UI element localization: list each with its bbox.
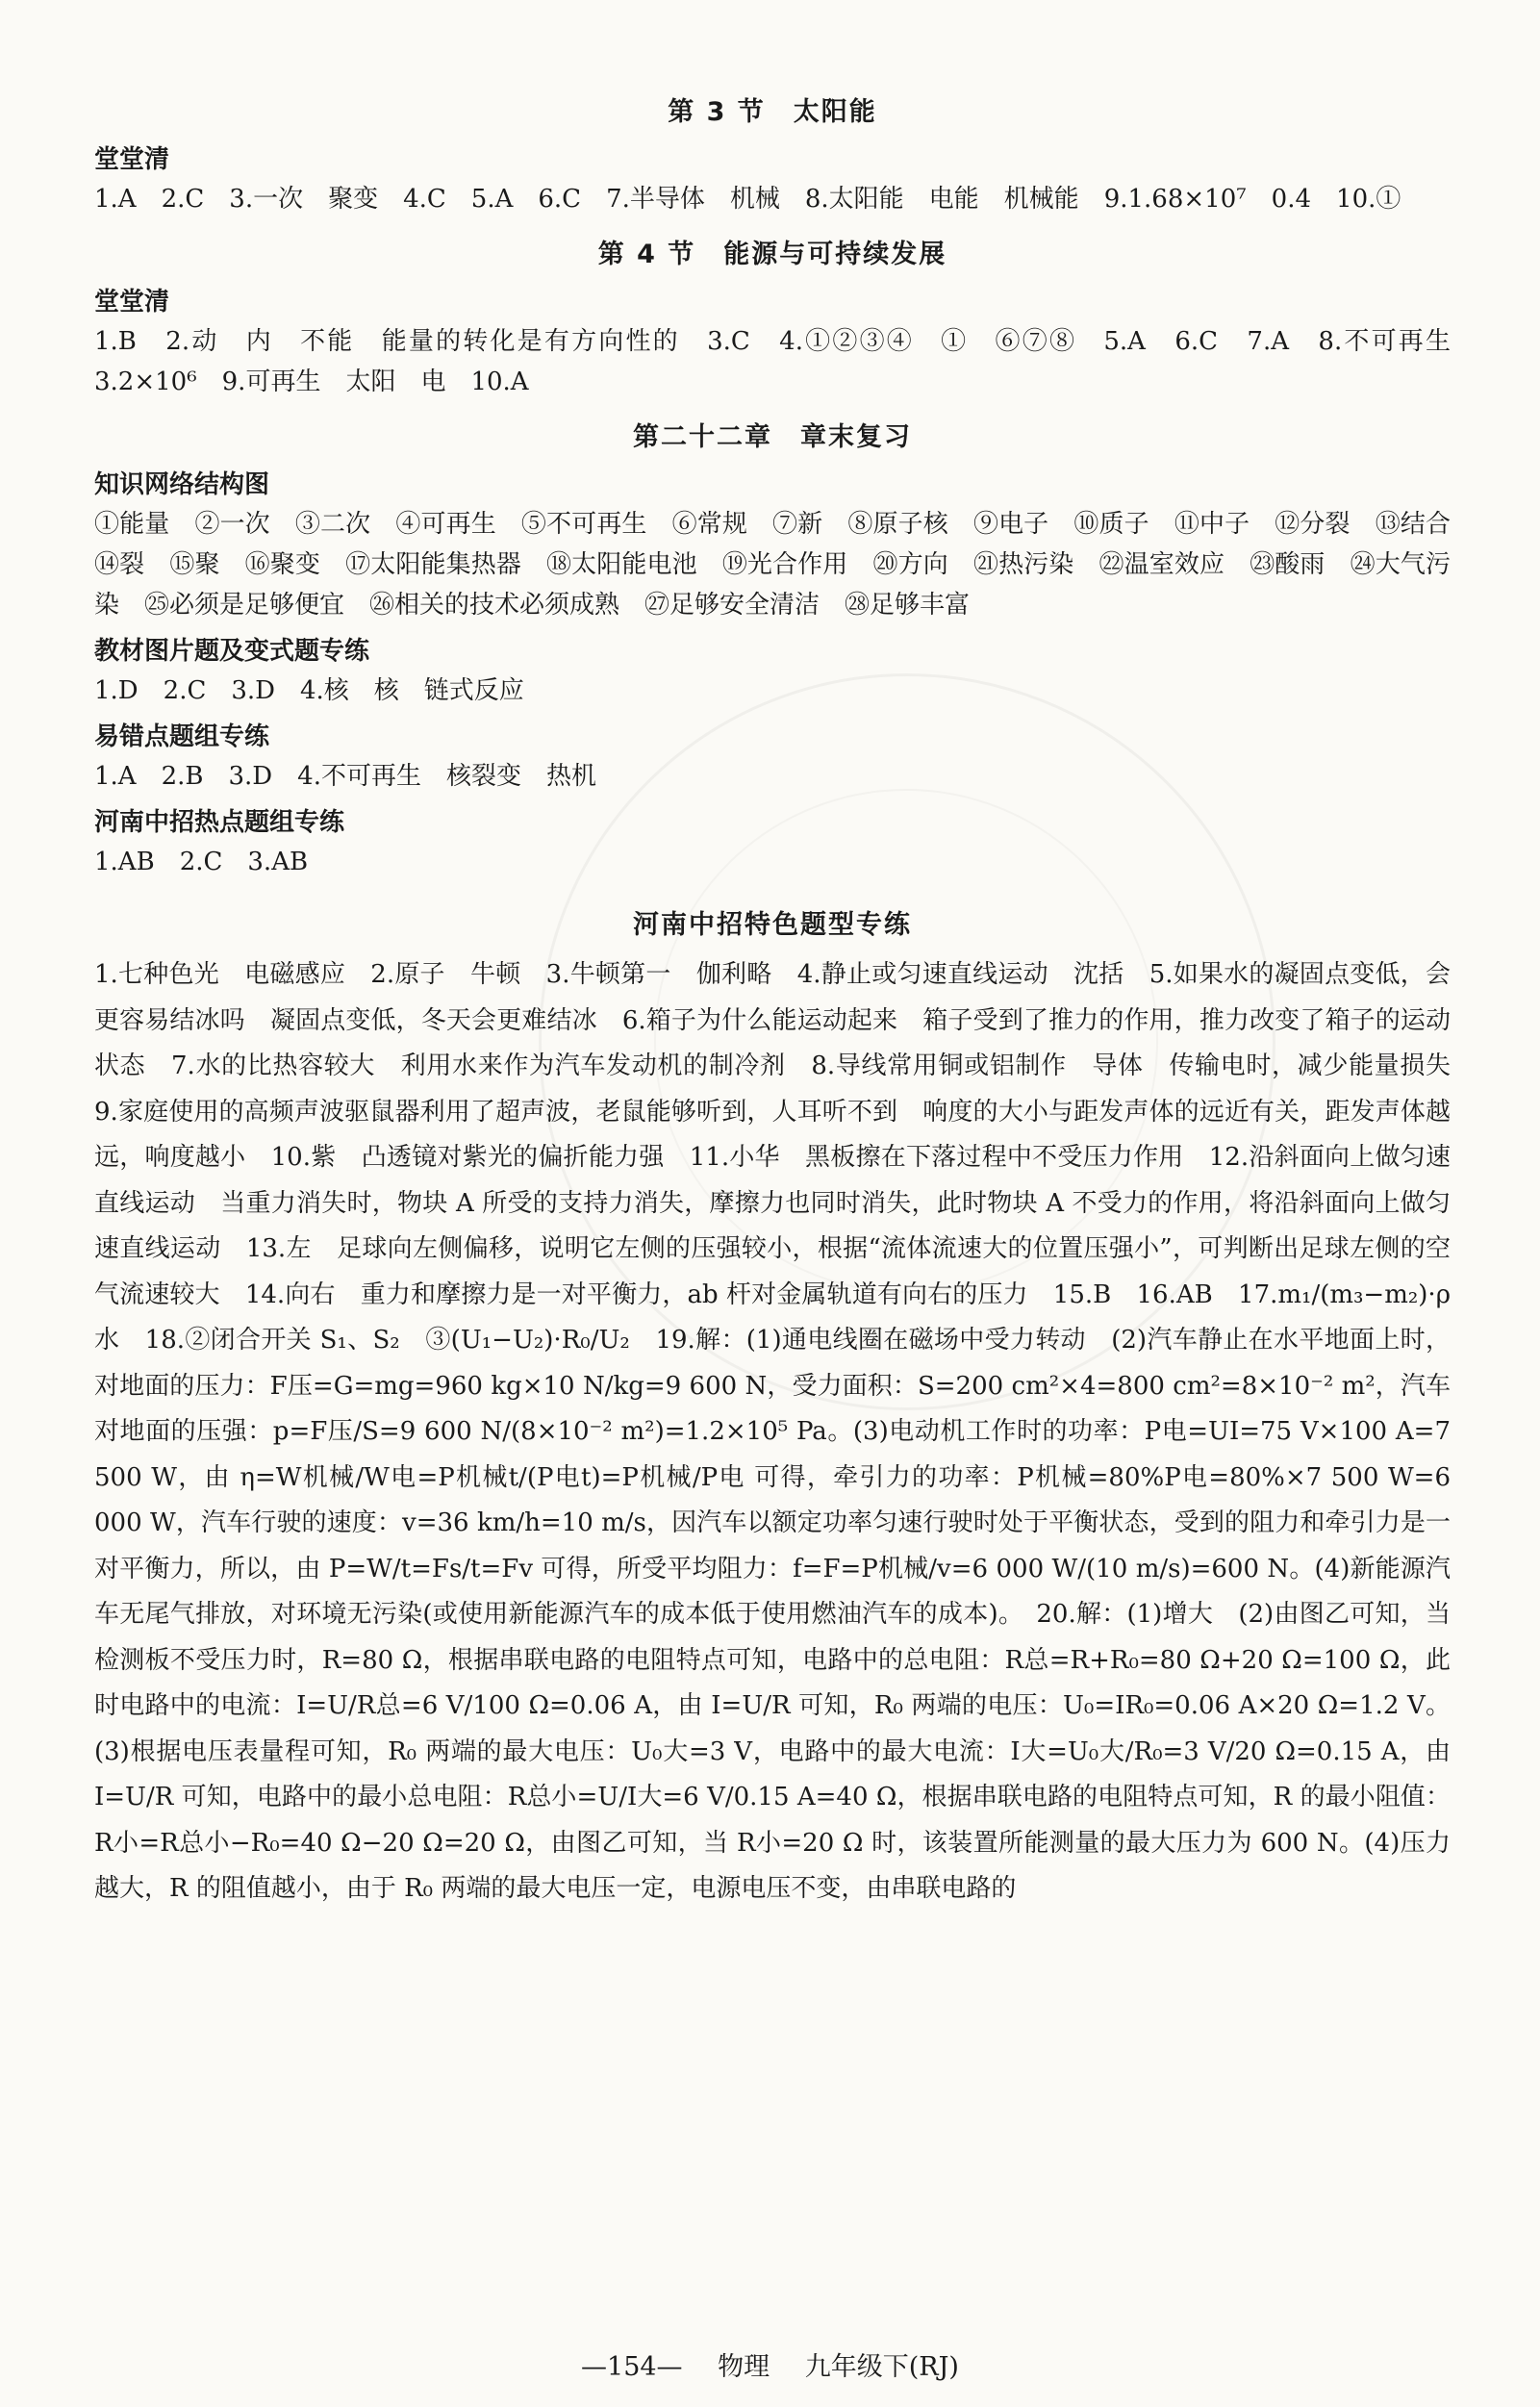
sub-heading: 堂堂清	[94, 288, 170, 317]
subject: 物理	[718, 2352, 770, 2382]
page-footer	[0, 2345, 1540, 2383]
section-4	[94, 233, 1477, 402]
answer-text: 1.AB 2.C 3.AB	[94, 848, 309, 876]
sub-heading: 堂堂清	[94, 145, 170, 174]
answer-text: 1.七种色光 电磁感应 2.原子 牛顿 3.牛顿第一 伽利略 4.静止或匀速直线运动 沈括 5.如果水的凝固点变低，会更容易结冰吗 凝固点变低，冬天会更难结冰 6.箱子为什么能运动起来 箱子受到了推力的作用，推力改变了箱子的运动状态 7.水的比热容较大 利用水来作为汽车发动机的制冷剂 8.导线常用铜或铝制作 导体 传输电时，减少能量损失 9.家庭使用的高频声波驱鼠器利用了超声波，老鼠能够听到，人耳听不到 响度的大小与距发声体的远近有关，距发声体越远，响度越小 10.紫 凸透镜对紫光的偏折能力强 11.小华 黑板擦在下落过程中不受压力作用 12.沿斜面向上做匀速直线运动 当重力消失时，物块 A 所受的支持力消失，摩擦力也同时消失，此时物块 A 不受力的作用，将沿斜面向上做匀速直线运动 13.左 足球向左侧偏移，说明它左侧的压强较小，根据“流体流速大的位置压强小”，可判断出足球左侧的空气流速较大 14.向右 重力和摩擦力是一对平衡力，ab 杆对金属轨道有向右的压力 15.B 16.AB 17.m₁/(m₃−m₂)·ρ水 18.②闭合开关 S₁、S₂ ③(U₁−U₂)·R₀/U₂ 19.解：(1)通电线圈在磁场中受力转动 (2)汽车静止在水平地面上时，对地面的压力：F压=G=mg=960 kg×10 N/kg=9 600 N，受力面积：S=200 cm²×4=800 cm²=8×10⁻² m²，汽车对地面的压强：p=F压/S=9 600 N/(8×10⁻² m²)=1.2×10⁵ Pa。(3)电动机工作时的功率：P电=UI=75 V×100 A=7 500 W，由 η=W机械/W电=P机械t/(P电t)=P机械/P电 可得，牵引力的功率：P机械=80%P电=80%×7 500 W=6 000 W，汽车行驶的速度：v=36 km/h=10 m/s，因汽车以额定功率匀速行驶时处于平衡状态，受到的阻力和牵引力是一对平衡力，所以，由 P=W/t=Fs/t=Fv 可得，所受平均阻力：f=F=P机械/v=6 000 W/(10 m/s)=600 N。(4)新能源汽车无尾气排放，对环境无污染(或使用新能源汽车的成本低于使用燃油汽车的成本)。 20.解：(1)增大 (2)由图乙可知，当检测板不受压力时，R=80 Ω，根据串联电路的电阻特点可知，电路中的总电阻：R总=R+R₀=80 Ω+20 Ω=100 Ω，此时电路中的电流：I=U/R总=6 V/100 Ω=0.06 A，由 I=U/R 可知，R₀ 两端的电压：U₀=IR₀=0.06 A×20 Ω=1.2 V。(3)根据电压表量程可知，R₀ 两端的最大电压：U₀大=3 V，电路中的最大电流：I大=U₀大/R₀=3 V/20 Ω=0.15 A，由 I=U/R 可知，电路中的最小总电阻：R总小=U/I大=6 V/0.15 A=40 Ω，根据串联电路的电阻特点可知，R 的最小阻值：R小=R总小−R₀=40 Ω−20 Ω=20 Ω，由图乙可知，当 R小=20 Ω 时，该装置所能测量的最大压力为 600 N。(4)压力越大，R 的阻值越小，由于 R₀ 两端的最大电压一定，电源电压不变，由串联电路的	[94, 960, 1477, 1903]
answer-text: 1.D 2.C 3.D 4.核 核 链式反应	[94, 676, 524, 705]
answer-page	[94, 77, 1477, 1913]
section-title: 第 4 节 能源与可持续发展	[597, 240, 947, 269]
section-title: 河南中招特色题型专练	[633, 910, 912, 940]
section-title: 第 3 节 太阳能	[668, 97, 877, 127]
grade: 九年级下(RJ)	[804, 2352, 959, 2382]
special-section	[94, 903, 1477, 1913]
sub-heading: 易错点题组专练	[94, 722, 270, 751]
page-number: —154—	[581, 2352, 683, 2382]
sub-heading: 河南中招热点题组专练	[94, 808, 345, 837]
answer-text: 1.B 2.动 内 不能 能量的转化是有方向性的 3.C 4.①②③④ ① ⑥⑦⑧ 5.A 6.C 7.A 8.不可再生 3.2×10⁶ 9.可再生 太阳 电 10.A	[94, 327, 1477, 396]
sub-heading: 教材图片题及变式题专练	[94, 637, 370, 666]
sub-heading: 知识网络结构图	[94, 470, 270, 499]
section-3	[94, 90, 1451, 219]
section-title: 第二十二章 章末复习	[633, 422, 912, 452]
answer-text: ①能量 ②一次 ③二次 ④可再生 ⑤不可再生 ⑥常规 ⑦新 ⑧原子核 ⑨电子 ⑩质子 ⑪中子 ⑫分裂 ⑬结合 ⑭裂 ⑮聚 ⑯聚变 ⑰太阳能集热器 ⑱太阳能电池 ⑲光合作用 ⑳方向 ㉑热污染 ㉒温室效应 ㉓酸雨 ㉔大气污染 ㉕必须是足够便宜 ㉖相关的技术必须成熟 ㉗足够安全清洁 ㉘足够丰富	[94, 510, 1477, 620]
answer-text: 1.A 2.C 3.一次 聚变 4.C 5.A 6.C 7.半导体 机械 8.太阳能 电能 机械能 9.1.68×10⁷ 0.4 10.①	[94, 185, 1401, 214]
chapter-review	[94, 416, 1477, 882]
answer-text: 1.A 2.B 3.D 4.不可再生 核裂变 热机	[94, 762, 596, 791]
